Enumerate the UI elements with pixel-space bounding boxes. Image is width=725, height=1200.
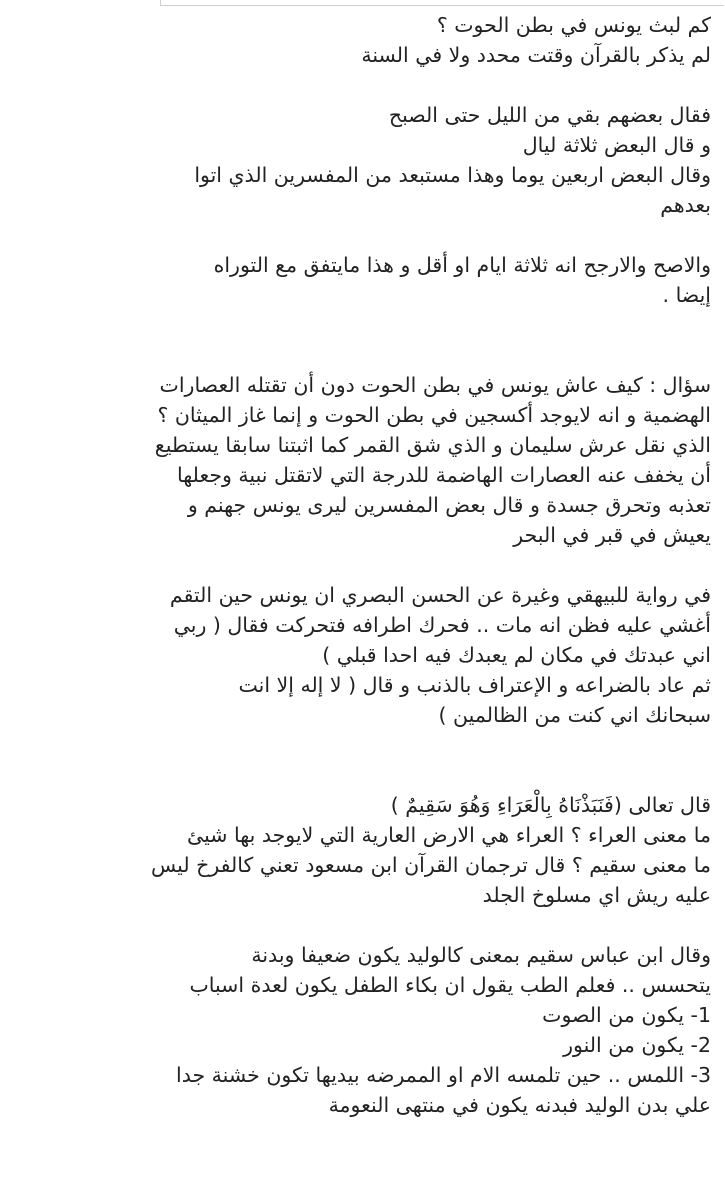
text-line: اني عبدتك في مكان لم يعبدك فيه احدا قبلي ) bbox=[322, 643, 711, 667]
text-line: يعيش في قبر في البحر bbox=[513, 523, 711, 547]
text-line: تعذبه وتحرق جسدة و قال بعض المفسرين ليرى يونس جهنم و bbox=[187, 493, 711, 517]
paragraph-narration bbox=[18, 580, 711, 730]
text-line: علي بدن الوليد فبدنه يكون في منتهى النعومة bbox=[328, 1093, 711, 1117]
list-item: 3- اللمس .. حين تلمسه الام او الممرضه بيديها تكون خشنة جدا bbox=[176, 1063, 711, 1087]
paragraph-spacer bbox=[18, 310, 711, 370]
text-line: الهضمية و انه لايوجد أكسجين في بطن الحوت و إنما غاز الميثان ؟ bbox=[157, 403, 711, 427]
paragraph-question-survival bbox=[18, 370, 711, 550]
text-line: سبحانك اني كنت من الظالمين ) bbox=[438, 703, 711, 727]
paragraph-conclusion bbox=[18, 250, 711, 310]
paragraph-medical-explanation bbox=[18, 940, 711, 1120]
text-line: أن يخفف عنه العصارات الهاضمة للدرجة التي لاتقتل نبية وجعلها bbox=[176, 463, 711, 487]
paragraph-spacer bbox=[18, 910, 711, 940]
text-line: كم لبث يونس في بطن الحوت ؟ bbox=[436, 13, 711, 37]
text-line: في رواية للبيهقي وغيرة عن الحسن البصري ان يونس حين التقم bbox=[169, 583, 711, 607]
text-line: قال تعالى (فَنَبَذْنَاهُ بِالْعَرَاءِ وَهُوَ سَقِيمٌ ) bbox=[390, 793, 711, 817]
list-item: 1- يكون من الصوت bbox=[542, 1003, 711, 1027]
text-line: والاصح والارجح انه ثلاثة ايام او أقل و هذا مايتفق مع التوراه bbox=[213, 253, 711, 277]
text-line: بعدهم bbox=[660, 193, 711, 217]
paragraph-opinions bbox=[18, 100, 711, 220]
text-line: لم يذكر بالقرآن وقتت محدد ولا في السنة bbox=[361, 43, 711, 67]
text-line: يتحسس .. فعلم الطب يقول ان بكاء الطفل يكون لعدة اسباب bbox=[189, 973, 711, 997]
text-line: ثم عاد بالضراعه و الإعتراف بالذنب و قال ( لا إله إلا انت bbox=[238, 673, 711, 697]
text-line: وقال ابن عباس سقيم بمعنى كالوليد يكون ضعيفا وبدنة bbox=[251, 943, 711, 967]
text-line: ما معنى العراء ؟ العراء هي الارض العارية التي لايوجد بها شيئ bbox=[186, 823, 711, 847]
text-line: الذي نقل عرش سليمان و الذي شق القمر كما اثبتنا سابقا يستطيع bbox=[154, 433, 711, 457]
text-line: إيضا . bbox=[662, 283, 711, 307]
paragraph-quran-verse bbox=[18, 790, 711, 910]
text-line: أغشي عليه فظن انه مات .. فحرك اطرافه فتحركت فقال ( ربي bbox=[173, 613, 711, 637]
text-line: و قال البعض ثلاثة ليال bbox=[522, 133, 711, 157]
list-item: 2- يكون من النور bbox=[563, 1033, 711, 1057]
top-frame-border bbox=[160, 0, 724, 6]
text-line: ما معنى سقيم ؟ قال ترجمان القرآن ابن مسعود تعني كالفرخ ليس bbox=[151, 853, 711, 877]
paragraph-question-duration bbox=[18, 10, 711, 70]
text-line: عليه ريش اي مسلوخ الجلد bbox=[482, 883, 711, 907]
text-line: فقال بعضهم بقي من الليل حتى الصبح bbox=[388, 103, 711, 127]
text-line: وقال البعض اربعين يوما وهذا مستبعد من المفسرين الذي اتوا bbox=[194, 163, 711, 187]
text-line: سؤال : كيف عاش يونس في بطن الحوت دون أن تقتله العصارات bbox=[159, 373, 711, 397]
document-body bbox=[0, 10, 725, 1120]
paragraph-spacer bbox=[18, 550, 711, 580]
paragraph-spacer bbox=[18, 70, 711, 100]
paragraph-spacer bbox=[18, 220, 711, 250]
paragraph-spacer bbox=[18, 730, 711, 790]
